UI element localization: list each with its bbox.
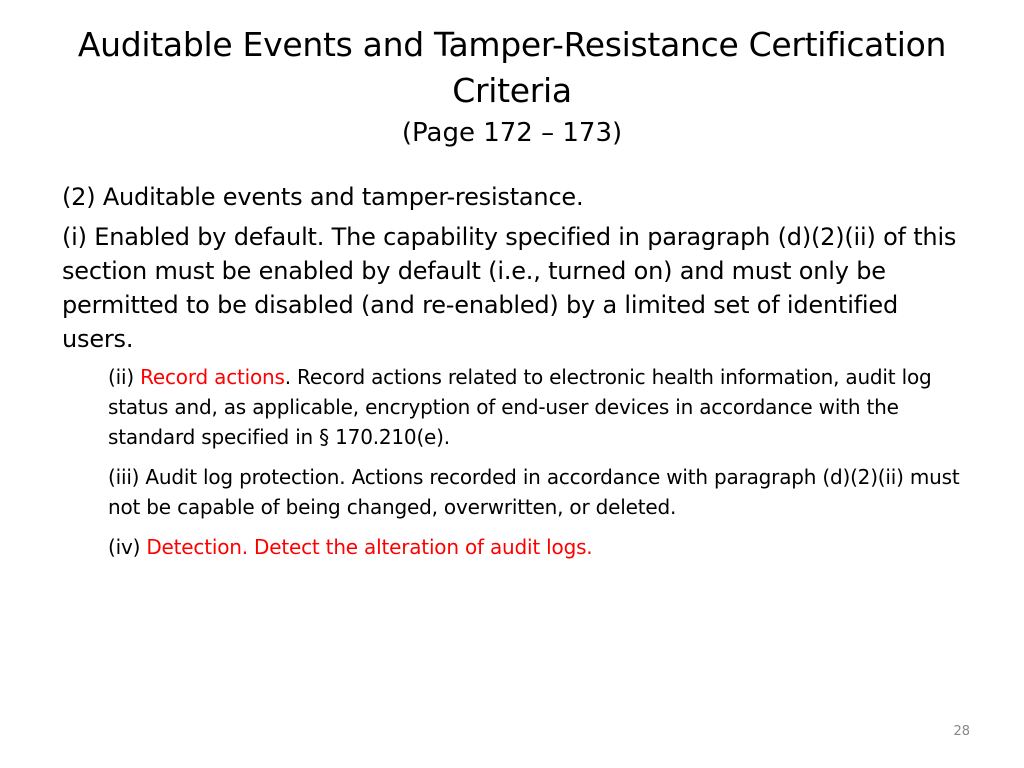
paragraph-2: (2) Auditable events and tamper-resistance.	[62, 183, 584, 211]
page-number: 28	[953, 724, 970, 739]
paragraph-ii-prefix: (ii)	[108, 365, 141, 389]
paragraph-ii	[108, 362, 972, 452]
slide-subtitle: (Page 172 – 173)	[401, 118, 623, 148]
paragraph-iii: (iii) Audit log protection. Actions recorded in accordance with paragraph (d)(2)(ii) must not be capable of being changed, overwritten, or deleted.	[108, 465, 960, 519]
paragraph-ii-rest: . Record actions related to electronic health information, audit log status and, as applicable, encryption of end-user devices in accordance with the standard specified in § 170.210(e).	[108, 365, 932, 449]
paragraph-i: (i) Enabled by default. The capability specified in paragraph (d)(2)(ii) of this section must be enabled by default (i.e., turned on) and must only be permitted to be disabled (and re-enabled) by a limited set of identified users.	[62, 223, 957, 353]
paragraph-iv-prefix: (iv)	[108, 535, 147, 559]
slide-body	[62, 180, 972, 572]
paragraph-iv	[108, 532, 972, 562]
slide-title: Auditable Events and Tamper-Resistance Certification Criteria	[77, 25, 947, 110]
title-block	[60, 22, 964, 150]
paragraph-iv-highlight: Detection. Detect the alteration of audit logs.	[146, 535, 593, 559]
paragraph-ii-highlight: Record actions	[140, 365, 285, 389]
